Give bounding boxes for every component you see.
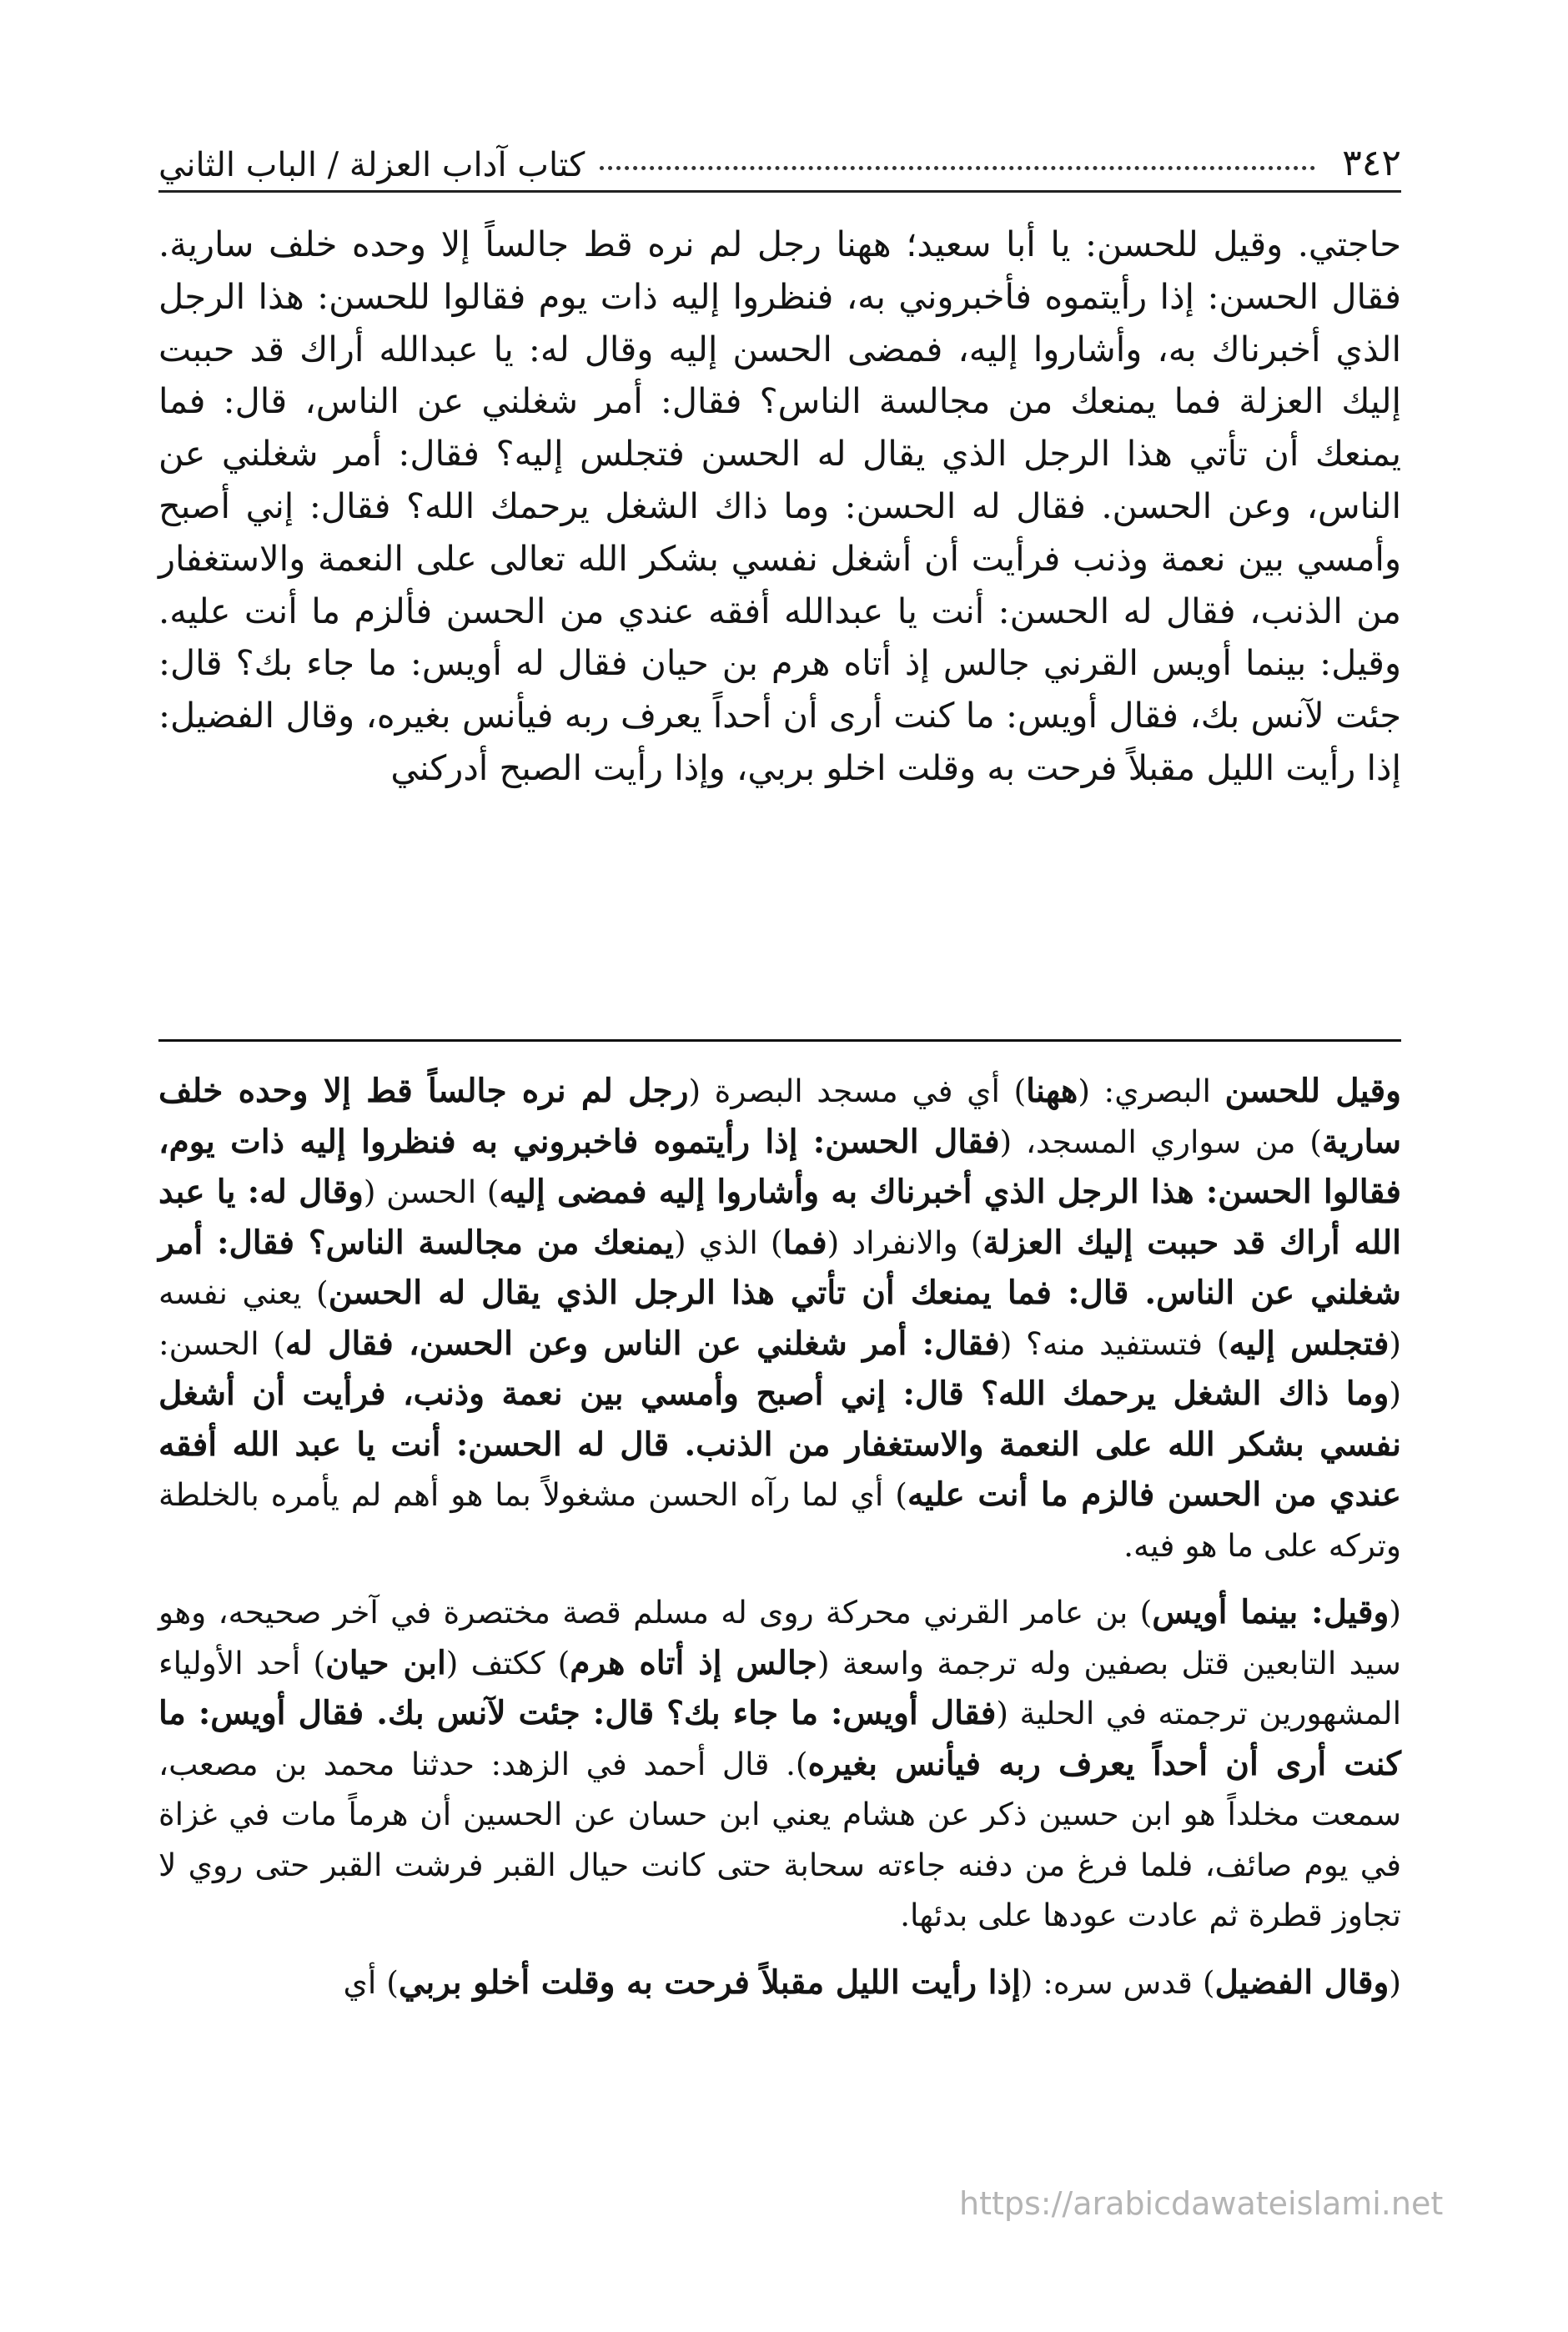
page-header: [158, 115, 1401, 193]
quoted-text: وما ذاك الشغل يرحمك الله؟ قال: إني أصبح وأمسي بين نعمة وذنب، فرأيت أن أشغل نفسي بشكر الله على النعمة والاستغفار من الذنب. قال له الحسن: أنت يا عبد الله أفقه عندي من الحسن فالزم ما أنت عليه: [158, 1375, 1401, 1514]
commentary-text: ) يعني نفسه (: [158, 1274, 1401, 1362]
page-number: ٣٤٢: [1342, 142, 1401, 184]
commentary-text: ) الحسن (: [363, 1174, 500, 1210]
quoted-text: يمنعك من مجالسة الناس؟ فقال: أمر شغلني عن الناس. قال: فما يمنعك أن تأتي هذا الرجل الذي يقال له الحسن: [158, 1223, 1401, 1312]
quoted-text: وقيل: بينما أويس: [1152, 1593, 1390, 1631]
quoted-text: ههنا: [1026, 1072, 1078, 1110]
commentary-text: ) ككتف (: [445, 1644, 570, 1681]
commentary-text: ) أحد الأولياء المشهورين ترجمته في الحلية (: [158, 1644, 1401, 1731]
quoted-text: فتجلس إليه: [1229, 1324, 1390, 1363]
quoted-text: وقيل للحسن: [1224, 1072, 1402, 1110]
quoted-text: جالس إذ أتاه هرم: [570, 1643, 817, 1682]
quoted-text: فقال أويس: ما جاء بك؟ قال: جئت لآنس بك. فقال أويس: ما كنت أرى أن أحداً يعرف ربه فيأنس بغيره: [158, 1694, 1401, 1783]
commentary-text: ) أي لما رآه الحسن مشغولاً بما هو أهم لم يأمره بالخلطة وتركه على ما هو فيه.: [158, 1476, 1401, 1564]
commentary-text: (: [1389, 1594, 1401, 1631]
commentary-text: ) والانفراد (: [827, 1224, 983, 1261]
quoted-text: وقال له: يا عبد الله أراك قد حببت إليك العزلة: [158, 1173, 1401, 1262]
commentary-text: ) الحسن: (: [158, 1324, 1401, 1412]
commentary-paragraph-3: [158, 1958, 1401, 2008]
commentary-text: ) من سواري المسجد، (: [999, 1123, 1322, 1160]
commentary-text: ) بن عامر القرني محركة روى له مسلم قصة مختصرة في آخر صحيحه، وهو سيد التابعين قتل بصفين وله ترجمة واسعة (: [158, 1594, 1401, 1681]
footnote-separator: [158, 1039, 1401, 1042]
commentary-text: ) أي: [343, 1963, 399, 2001]
header-dot-leader: [600, 166, 1315, 170]
commentary-block: [158, 1066, 1401, 2008]
main-paragraph: حاجتي. وقيل للحسن: يا أبا سعيد؛ ههنا رجل لم نره قط جالساً إلا وحده خلف سارية. فقال الحسن: إذا رأيتموه فأخبروني به، فنظروا إليه ذات يوم فقالوا للحسن: هذا الرجل الذي أخبرناك به، وأشاروا إليه، فمضى الحسن إليه وقال له: يا عبدالله أراك قد حببت إليك العزلة فما يمنعك من مجالسة الناس؟ فقال: أمر شغلني عن الناس، قال: فما يمنعك أن تأتي هذا الرجل الذي يقال له الحسن فتجلس إليه؟ فقال: أمر شغلني عن الناس، وعن الحسن. فقال له الحسن: وما ذاك الشغل يرحمك الله؟ فقال: إني أصبح وأمسي بين نعمة وذنب فرأيت أن أشغل نفسي بشكر الله تعالى على النعمة والاستغفار من الذنب، فقال له الحسن: أنت يا عبدالله أفقه عندي من الحسن فألزم ما أنت عليه. وقيل: بينما أويس القرني جالس إذ أتاه هرم بن حيان فقال له أويس: ما جاء بك؟ قال: جئت لآنس بك، فقال أويس: ما كنت أرى أن أحداً يعرف ربه فيأنس بغيره، وقال الفضيل: إذا رأيت الليل مقبلاً فرحت به وقلت اخلو بربي، وإذا رأيت الصبح أدركني: [158, 224, 1401, 788]
quoted-text: وقال الفضيل: [1214, 1963, 1390, 2002]
commentary-text: البصري: (: [1078, 1073, 1225, 1109]
commentary-text: ) فتستفيد منه؟ (: [999, 1324, 1229, 1362]
quoted-text: إذا رأيت الليل مقبلاً فرحت به وقلت أخلو بربي: [398, 1963, 1021, 2002]
commentary-text: ) قدس سره: (: [1020, 1963, 1215, 2001]
quoted-text: فما: [782, 1223, 827, 1262]
website-watermark: https://arabicdawateislami.net: [959, 2185, 1444, 2222]
commentary-text: ) الذي (: [674, 1224, 783, 1261]
commentary-text: ) أي في مسجد البصرة (: [688, 1073, 1027, 1109]
quoted-text: فقال: أمر شغلني عن الناس وعن الحسن، فقال له: [285, 1324, 1000, 1363]
quoted-text: فقال الحسن: إذا رأيتموه فاخبروني به فنظروا إليه ذات يوم، فقالوا الحسن: هذا الرجل الذي أخبرناك به وأشاروا إليه فمضى إليه: [158, 1122, 1401, 1211]
quoted-text: ابن حيان: [325, 1643, 446, 1682]
quoted-text: رجل لم نره جالساً قط إلا وحده خلف سارية: [158, 1072, 1402, 1161]
commentary-text: ). قال أحمد في الزهد: حدثنا محمد بن مصعب، سمعت مخلداً هو ابن حسين ذكر عن هشام يعني ابن حسان عن الحسين أن هرماً مات في غزاة في يوم صائف، فلما فرغ من دفنه جاءته سحابة حتى كانت حيال القبر فرشت القبر حتى روي لا تجاوز قطرة ثم عادت عودها على بدئها.: [158, 1745, 1401, 1933]
running-title: كتاب آداب العزلة / الباب الثاني: [158, 146, 585, 184]
commentary-text: (: [1389, 1963, 1401, 2001]
main-text-block: [158, 219, 1401, 795]
commentary-paragraph-1: [158, 1066, 1401, 1571]
commentary-paragraph-2: [158, 1587, 1401, 1941]
